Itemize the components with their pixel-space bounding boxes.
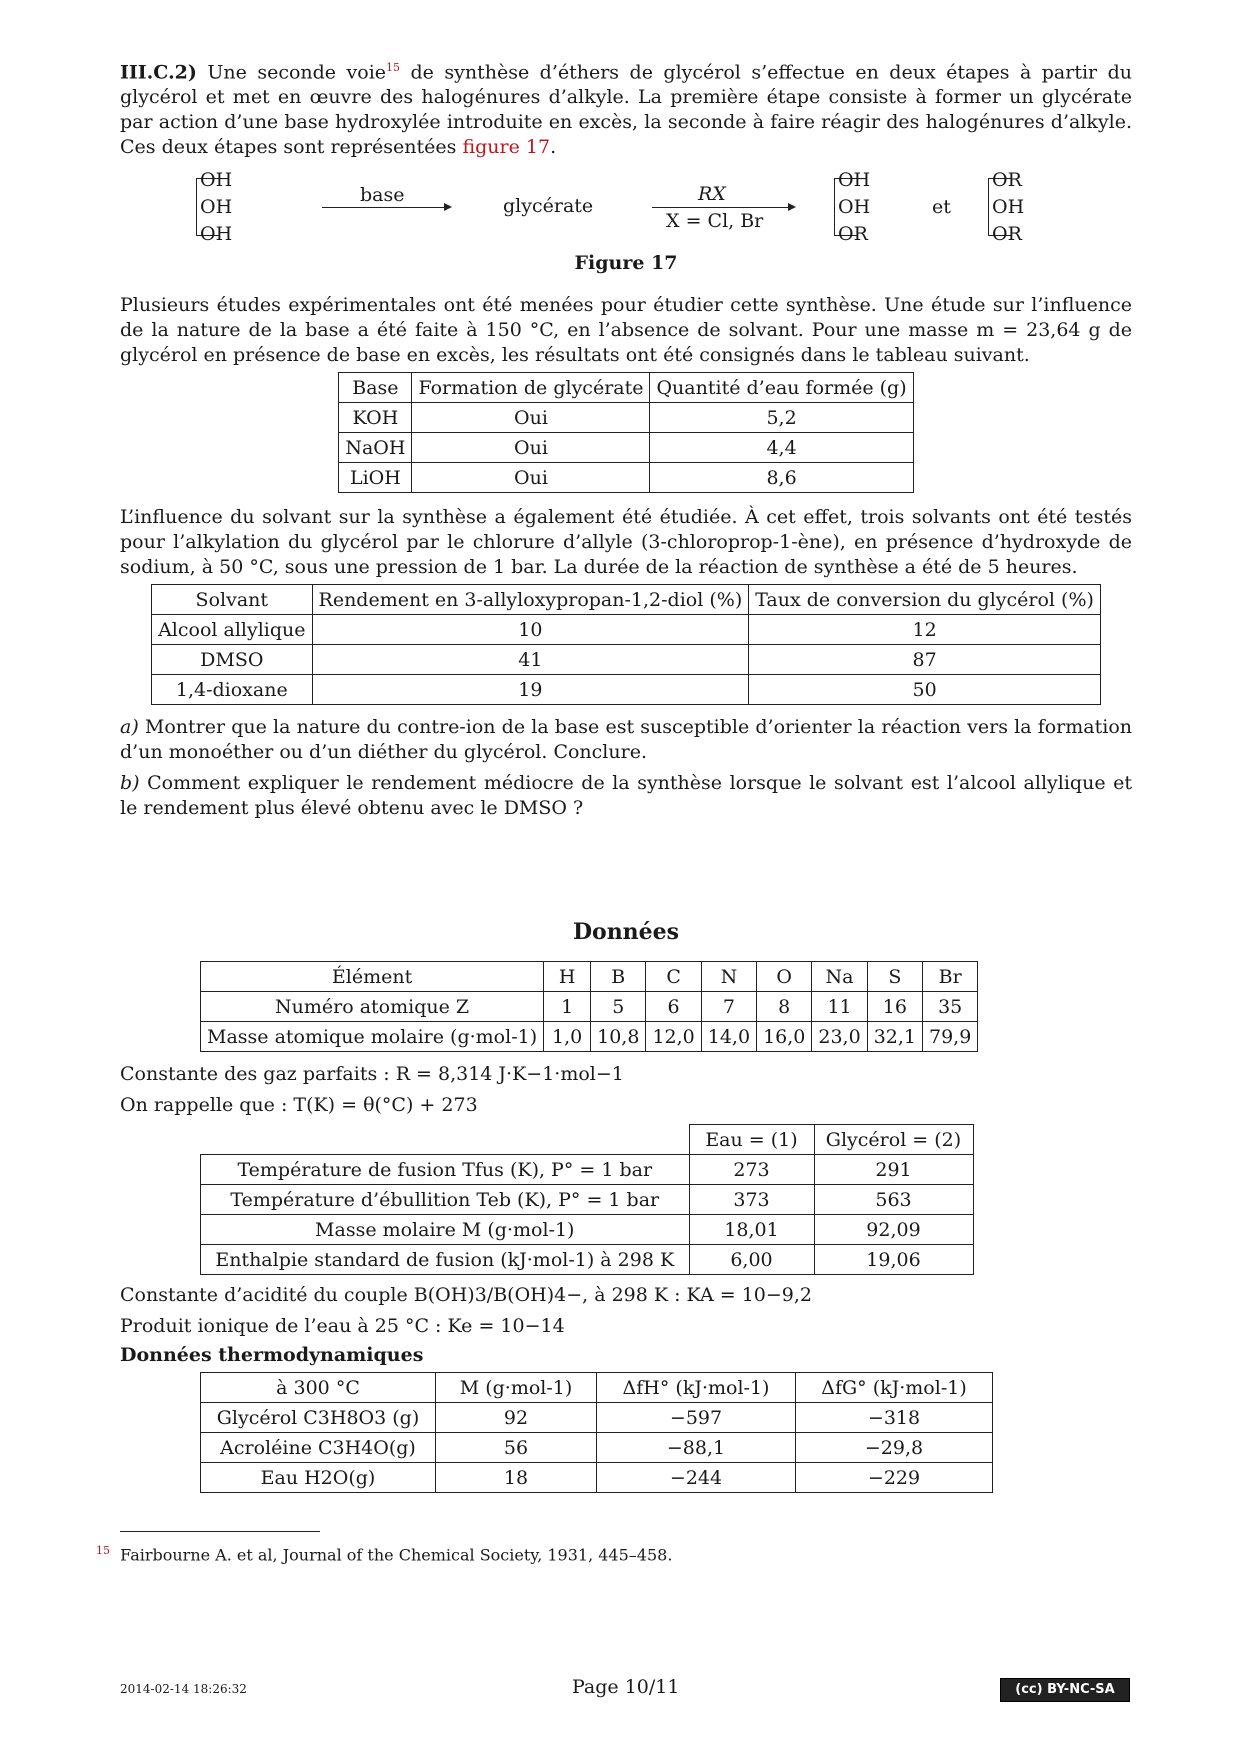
footnote-rule <box>120 1531 320 1532</box>
table-cell: −244 <box>597 1463 796 1493</box>
table-header-row <box>201 1125 974 1155</box>
question-a <box>120 715 1132 765</box>
table-cell: 19,06 <box>814 1245 973 1275</box>
table-elements <box>200 961 978 1052</box>
question-b-text: Comment expliquer le rendement médiocre de la synthèse lorsque le solvant est l’alcool allylique et le rendement plus élevé obtenu avec le DMSO ? <box>120 772 1132 820</box>
footnote-text: Fairbourne A. et al, Journal of the Chemical Society, 1931, 445–458. <box>120 1545 673 1565</box>
table-cell: 19 <box>312 675 749 705</box>
water-ionic-product: Produit ionique de l’eau à 25 °C : Ke = 10−14 <box>120 1315 565 1338</box>
table-cell: 8,6 <box>650 463 913 493</box>
table-header-row <box>201 1373 993 1403</box>
table-cell: H <box>544 962 591 992</box>
table-cell: Oui <box>412 463 650 493</box>
table-cell: 10 <box>312 615 749 645</box>
table-cell: −29,8 <box>796 1433 993 1463</box>
column-header: Glycérol = (2) <box>814 1125 973 1155</box>
table-cell: 291 <box>814 1155 973 1185</box>
x-label: X = Cl, Br <box>666 210 764 233</box>
oh-label: OH <box>992 196 1025 219</box>
table-cell: Élément <box>201 962 544 992</box>
table-row <box>339 463 913 493</box>
table-header-row <box>339 373 913 403</box>
arrow-2 <box>652 207 794 208</box>
figure-17 <box>120 168 1132 283</box>
table-cell: Température de fusion Tfus (K), P° = 1 bar <box>201 1155 690 1185</box>
table-row <box>339 433 913 463</box>
table-thermo <box>200 1372 993 1493</box>
table-cell: 1,0 <box>544 1022 591 1052</box>
table-cell: −229 <box>796 1463 993 1493</box>
table-cell: 87 <box>749 645 1101 675</box>
column-header: Base <box>339 373 412 403</box>
table-cell: 5 <box>591 992 646 1022</box>
column-header: Formation de glycérate <box>412 373 650 403</box>
table-cell: Masse atomique molaire (g·mol-1) <box>201 1022 544 1052</box>
table-cell: Glycérol C3H8O3 (g) <box>201 1403 436 1433</box>
oh-label: OH <box>200 169 233 192</box>
table-cell: 16,0 <box>757 1022 812 1052</box>
table-cell: 92,09 <box>814 1215 973 1245</box>
paragraph-3: L’influence du solvant sur la synthèse a également été étudiée. À cet effet, trois solvants ont été testés pour l’alkylation du glycérol par le chlorure d’allyle (3-chloroprop-1-ène), en présence d’hydroxyde de sodium, à 50 °C, sous une pression de 1 bar. La durée de la réaction de synthèse a été de 5 heures. <box>120 506 1132 579</box>
table-row <box>201 1433 993 1463</box>
table-cell: 50 <box>749 675 1101 705</box>
footer-date: 2014-02-14 18:26:32 <box>120 1682 247 1696</box>
table-cell: 12,0 <box>646 1022 701 1052</box>
footnote <box>96 1538 1132 1567</box>
table-row <box>201 1463 993 1493</box>
table-cell: Oui <box>412 433 650 463</box>
table-row <box>201 962 978 992</box>
empty-cell <box>201 1125 690 1155</box>
question-b <box>120 771 1132 821</box>
table-cell: 79,9 <box>923 1022 978 1052</box>
table-header-row <box>152 585 1101 615</box>
column-header: Solvant <box>152 585 312 615</box>
column-header: Quantité d’eau formée (g) <box>650 373 913 403</box>
arrow-1 <box>322 207 450 208</box>
table-solvant <box>151 584 1101 705</box>
table-row <box>201 1155 974 1185</box>
or-label: OR <box>992 169 1022 192</box>
table-cell: 56 <box>436 1433 597 1463</box>
table-row <box>201 1245 974 1275</box>
et-label: et <box>932 196 951 219</box>
table-cell: Acroléine C3H4O(g) <box>201 1433 436 1463</box>
oh-label: OH <box>838 196 871 219</box>
table-cell: NaOH <box>339 433 412 463</box>
table-cell: Na <box>812 962 867 992</box>
table-cell: DMSO <box>152 645 312 675</box>
table-cell: 373 <box>689 1185 814 1215</box>
table-cell: 35 <box>923 992 978 1022</box>
intro-paragraph <box>120 55 1132 160</box>
table-cell: 10,8 <box>591 1022 646 1052</box>
table-cell: KOH <box>339 403 412 433</box>
table-cell: 5,2 <box>650 403 913 433</box>
table-cell: LiOH <box>339 463 412 493</box>
table-cell: 14,0 <box>701 1022 756 1052</box>
table-cell: −88,1 <box>597 1433 796 1463</box>
table-cell: Alcool allylique <box>152 615 312 645</box>
table-cell: 18 <box>436 1463 597 1493</box>
table-cell: −597 <box>597 1403 796 1433</box>
table-cell: N <box>701 962 756 992</box>
table-cell: 92 <box>436 1403 597 1433</box>
table-row <box>201 1185 974 1215</box>
page-number: Page 10/11 <box>572 1676 680 1698</box>
column-header: ΔfH° (kJ·mol-1) <box>597 1373 796 1403</box>
glycerate-label: glycérate <box>503 195 594 218</box>
column-header: à 300 °C <box>201 1373 436 1403</box>
table-cell: 23,0 <box>812 1022 867 1052</box>
table-cell: 41 <box>312 645 749 675</box>
question-a-text: Montrer que la nature du contre-ion de la base est susceptible d’orienter la réaction vers la formation d’un monoéther ou d’un diéther du glycérol. Conclure. <box>120 716 1132 764</box>
table-cell: 273 <box>689 1155 814 1185</box>
table-cell: 18,01 <box>689 1215 814 1245</box>
table-cell: S <box>867 962 922 992</box>
table-cell: 6,00 <box>689 1245 814 1275</box>
table-cell: 16 <box>867 992 922 1022</box>
cc-icon: (cc) <box>1015 1682 1048 1697</box>
table-cell: B <box>591 962 646 992</box>
table-cell: 11 <box>812 992 867 1022</box>
thermo-title: Données thermodynamiques <box>120 1344 424 1367</box>
table-cell: −318 <box>796 1403 993 1433</box>
constant-r: Constante des gaz parfaits : R = 8,314 J·K−1·mol−1 <box>120 1063 624 1086</box>
table-row <box>339 403 913 433</box>
table-cell: Température d’ébullition Teb (K), P° = 1 bar <box>201 1185 690 1215</box>
table-row <box>201 1403 993 1433</box>
table-row <box>201 992 978 1022</box>
rx-label: RX <box>698 183 726 206</box>
table-cell: Numéro atomique Z <box>201 992 544 1022</box>
license-label: BY-NC-SA <box>1047 1682 1115 1697</box>
column-header: M (g·mol-1) <box>436 1373 597 1403</box>
footnote-number: 15 <box>96 1544 110 1558</box>
question-b-label: b) <box>120 772 140 795</box>
table-row <box>201 1022 978 1052</box>
table-row <box>152 645 1101 675</box>
table-row <box>152 615 1101 645</box>
paragraph-2: Plusieurs études expérimentales ont été menées pour étudier cette synthèse. Une étude sur l’influence de la nature de la base a été faite à 150 °C, en l’absence de solvant. Pour une masse m = 23,64 g de glycérol en présence de base en excès, les résultats ont été consignés dans le tableau suivant. <box>120 294 1132 367</box>
column-header: Eau = (1) <box>689 1125 814 1155</box>
table-cell: 12 <box>749 615 1101 645</box>
oh-label: OH <box>200 223 233 246</box>
or-label: OR <box>992 223 1022 246</box>
footnote-ref[interactable]: 15 <box>386 61 401 74</box>
table-cell: Masse molaire M (g·mol-1) <box>201 1215 690 1245</box>
column-header: Rendement en 3-allyloxypropan-1,2-diol (%) <box>312 585 749 615</box>
table-cell: 563 <box>814 1185 973 1215</box>
base-label: base <box>360 184 405 207</box>
table-water-glycerol <box>200 1124 974 1275</box>
rappel-temperature: On rappelle que : T(K) = θ(°C) + 273 <box>120 1094 478 1117</box>
table-cell: O <box>757 962 812 992</box>
table-cell: Eau H2O(g) <box>201 1463 436 1493</box>
table-cell: Enthalpie standard de fusion (kJ·mol-1) à 298 K <box>201 1245 690 1275</box>
table-row <box>152 675 1101 705</box>
table-cell: 8 <box>757 992 812 1022</box>
question-a-label: a) <box>120 716 139 739</box>
license-badge[interactable] <box>1000 1678 1130 1702</box>
table-base <box>338 372 913 493</box>
table-cell: 1 <box>544 992 591 1022</box>
acidity-constant: Constante d’acidité du couple B(OH)3/B(OH)4−, à 298 K : KA = 10−9,2 <box>120 1284 813 1307</box>
column-header: ΔfG° (kJ·mol-1) <box>796 1373 993 1403</box>
oh-label: OH <box>838 169 871 192</box>
table-cell: C <box>646 962 701 992</box>
table-cell: Br <box>923 962 978 992</box>
figure-link[interactable]: figure 17 <box>462 136 551 159</box>
table-cell: Oui <box>412 403 650 433</box>
table-cell: 4,4 <box>650 433 913 463</box>
donnees-title: Données <box>572 919 680 946</box>
or-label: OR <box>838 223 868 246</box>
intro-text-1: Une seconde voie <box>196 61 387 84</box>
oh-label: OH <box>200 196 233 219</box>
question-label: III.C.2) <box>120 61 197 84</box>
figure-caption: Figure 17 <box>574 252 678 275</box>
table-cell: 7 <box>701 992 756 1022</box>
intro-text-3: . <box>550 136 557 159</box>
table-row <box>201 1215 974 1245</box>
intro-text-2: de synthèse d’éthers de glycérol s’effectue en deux étapes à partir du glycérol et met en œuvre des halogénures d’alkyle. La première étape consiste à former un glycérate par action d’une base hydroxylée introduite en excès, la seconde à faire réagir des halogénures d’alkyle. Ces deux étapes sont représentées <box>120 61 1132 159</box>
table-cell: 32,1 <box>867 1022 922 1052</box>
column-header: Taux de conversion du glycérol (%) <box>749 585 1101 615</box>
page-content <box>96 55 1132 1568</box>
table-cell: 1,4-dioxane <box>152 675 312 705</box>
table-cell: 6 <box>646 992 701 1022</box>
